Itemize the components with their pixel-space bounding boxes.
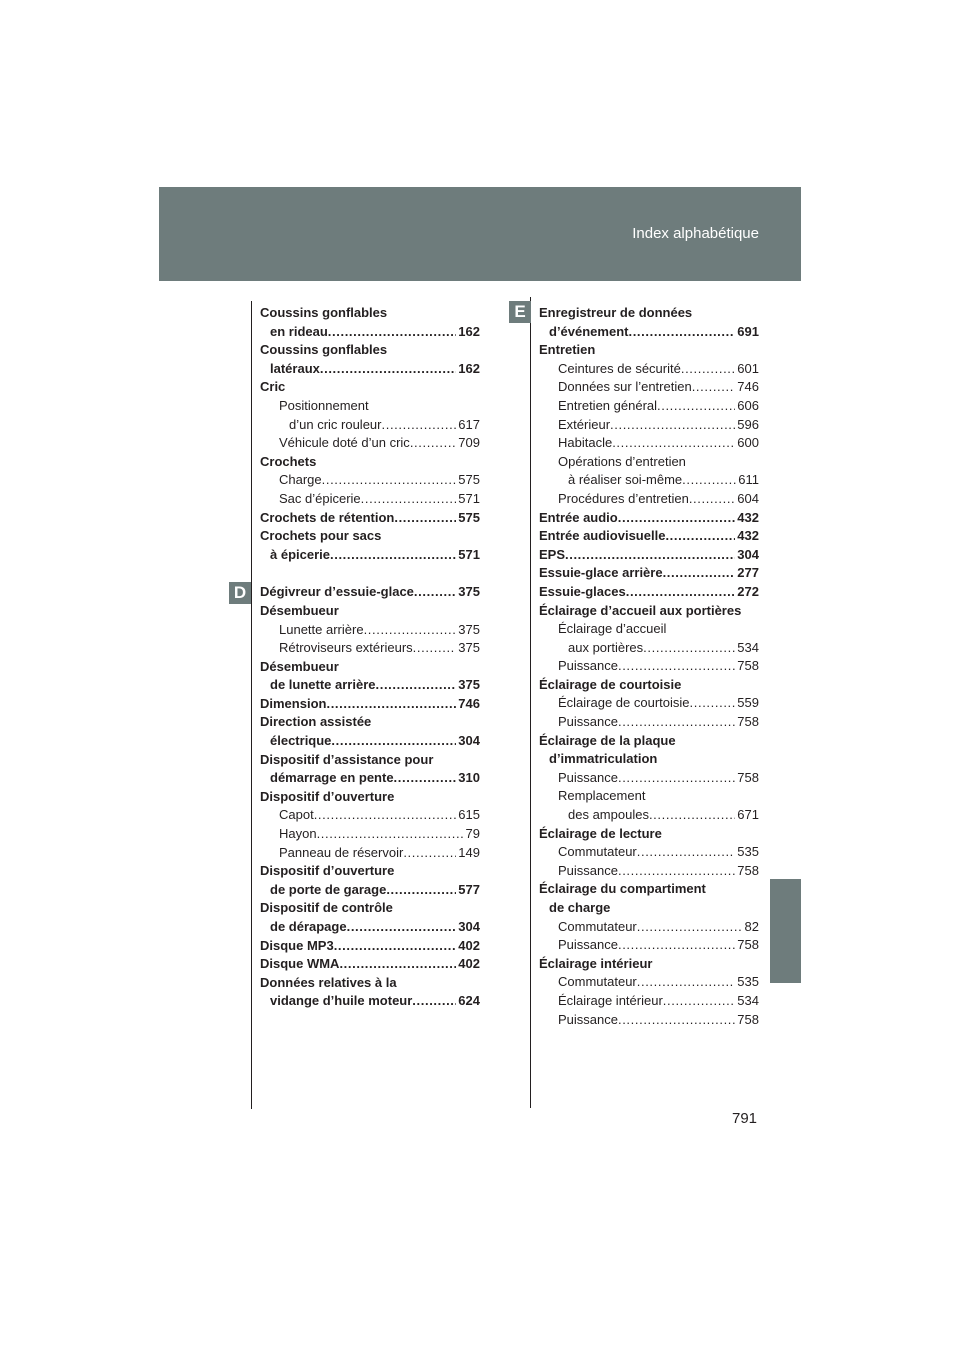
index-entry [260, 621, 480, 640]
index-entry-text: Éclairage de courtoisie [539, 676, 682, 692]
index-entry-text: des ampoules [568, 807, 649, 823]
index-entry-page: 671 [737, 807, 759, 823]
index-entry-page: 432 [737, 528, 759, 544]
index-entry-page: 601 [737, 360, 759, 376]
dot-leader [663, 564, 736, 583]
index-entry [539, 973, 759, 992]
index-entry-text: Entretien [539, 342, 596, 358]
index-entry [539, 378, 759, 397]
index-entry-text: Puissance [558, 1011, 618, 1027]
index-entry [539, 843, 759, 862]
index-entry-page: 575 [458, 472, 480, 488]
index-entry-page: 304 [458, 919, 480, 934]
index-entry-text: Puissance [558, 714, 618, 730]
index-entry [539, 546, 759, 565]
index-entry [260, 788, 480, 807]
index-entry-page: 617 [458, 416, 480, 432]
index-entry-text: Remplacement [558, 788, 646, 804]
index-entry-text: Sac d’épicerie [279, 490, 361, 506]
dot-leader [618, 1011, 735, 1030]
dot-leader [618, 713, 735, 732]
column-divider-middle [530, 297, 531, 1108]
index-entry-page: 304 [458, 733, 480, 749]
index-entry [260, 825, 480, 844]
index-entry [539, 490, 759, 509]
index-entry [260, 639, 480, 658]
index-entry-page: 79 [465, 826, 480, 842]
index-entry-page: 758 [737, 714, 759, 730]
index-entry-text: EPS [539, 546, 566, 562]
index-entry-page: 375 [458, 677, 480, 693]
section-letter-e: E [509, 301, 531, 323]
dot-leader [326, 695, 456, 714]
index-entry [539, 434, 759, 453]
dot-leader [410, 434, 456, 453]
dot-leader [689, 490, 735, 509]
index-entry-text: Panneau de réservoir [279, 844, 404, 860]
index-entry-page: 596 [737, 416, 759, 432]
index-entry [539, 583, 759, 602]
dot-leader [637, 918, 743, 937]
index-entry [260, 509, 480, 528]
index-entry-page: 758 [737, 862, 759, 878]
dot-leader [331, 732, 456, 751]
dot-leader [382, 416, 457, 435]
index-entry-page: 162 [458, 323, 480, 339]
dot-leader [403, 844, 456, 863]
index-entry [260, 323, 480, 342]
index-entry [260, 769, 480, 788]
dot-leader [328, 323, 457, 342]
index-entry-page: 535 [737, 974, 759, 990]
index-entry-text: Dispositif de contrôle [260, 900, 393, 916]
index-entry [539, 509, 759, 528]
index-entry [539, 602, 759, 621]
index-entry-text: Désembueur [260, 658, 339, 674]
dot-leader [637, 843, 736, 862]
index-entry-page: 758 [737, 1011, 759, 1027]
index-entry-text: Éclairage de lecture [539, 825, 662, 841]
index-entry-text: Dégivreur d’essuie-glace [260, 584, 414, 600]
index-entry-page: 534 [737, 992, 759, 1008]
index-entry [260, 881, 480, 900]
dot-leader [637, 973, 736, 992]
index-entry [539, 880, 759, 899]
index-entry-text: Enregistreur de données [539, 305, 693, 320]
index-column-right [539, 304, 759, 1029]
index-entry-text: Hayon [279, 826, 317, 842]
index-entry [539, 564, 759, 583]
dot-leader [334, 937, 457, 956]
dot-leader [657, 397, 735, 416]
index-entry-text: à épicerie [270, 546, 330, 562]
dot-leader [364, 621, 457, 640]
dot-leader [376, 676, 457, 695]
index-entry-text: Opérations d’entretien [558, 453, 686, 469]
index-entry-text: Crochets [260, 453, 317, 469]
index-entry [539, 360, 759, 379]
index-entry [539, 1011, 759, 1030]
index-entry [539, 825, 759, 844]
index-entry [539, 341, 759, 360]
index-entry-text: Dispositif d’ouverture [260, 788, 395, 804]
index-entry-text: Essuie-glace arrière [539, 565, 663, 581]
index-entry-page: 575 [458, 509, 480, 525]
index-entry [260, 453, 480, 472]
index-entry-text: Essuie-glaces [539, 583, 626, 599]
index-entry-text: Rétroviseurs extérieurs [279, 640, 413, 656]
index-entry-page: 758 [737, 658, 759, 674]
index-entry [260, 378, 480, 397]
index-entry-text: d’un cric rouleur [289, 416, 382, 432]
dot-leader [413, 639, 457, 658]
index-entry-text: Cric [260, 379, 286, 395]
index-entry [260, 862, 480, 881]
index-entry-text: Éclairage intérieur [539, 955, 653, 971]
side-thumb-tab [770, 879, 801, 983]
index-entry [260, 602, 480, 621]
index-entry [260, 992, 480, 1011]
dot-leader [692, 378, 736, 397]
index-entry-text: Entrée audiovisuelle [539, 528, 666, 544]
index-entry-text: Données sur l’entretien [558, 379, 692, 395]
index-entry [260, 676, 480, 695]
dot-leader [394, 769, 457, 788]
dot-leader [394, 509, 456, 528]
index-entry-text: Puissance [558, 658, 618, 674]
index-entry [260, 397, 480, 416]
index-entry-text: d’événement [549, 323, 629, 339]
index-entry-text: Puissance [558, 769, 618, 785]
index-entry [539, 639, 759, 658]
index-entry-page: 758 [737, 769, 759, 785]
index-entry [539, 323, 759, 342]
index-entry-page: 577 [458, 881, 480, 897]
index-entry [260, 341, 480, 360]
dot-leader [690, 694, 736, 713]
index-entry-text: Crochets pour sacs [260, 528, 382, 544]
index-entry [260, 658, 480, 677]
index-entry [260, 695, 480, 714]
index-entry-text: Éclairage d’accueil [558, 621, 667, 637]
index-entry-text: Disque MP3 [260, 937, 334, 953]
dot-leader [618, 936, 735, 955]
dot-leader [386, 881, 456, 900]
index-entry [539, 304, 759, 323]
index-entry-text: Disque WMA [260, 956, 340, 972]
index-entry-page: 375 [458, 584, 480, 600]
index-entry [539, 676, 759, 695]
index-entry [260, 471, 480, 490]
index-entry [539, 397, 759, 416]
index-entry-page: 402 [458, 956, 480, 972]
index-entry-text: Dispositif d’ouverture [260, 863, 395, 879]
index-entry [539, 527, 759, 546]
index-entry [539, 992, 759, 1011]
index-entry-text: de lunette arrière [270, 677, 376, 693]
index-entry-page: 615 [458, 807, 480, 823]
index-entry-page: 559 [737, 695, 759, 711]
index-entry [260, 583, 480, 602]
index-entry-page: 375 [458, 640, 480, 656]
dot-leader [412, 992, 456, 1011]
index-entry [539, 732, 759, 751]
index-entry [260, 416, 480, 435]
index-entry [539, 936, 759, 955]
index-entry-text: Extérieur [558, 416, 611, 432]
index-entry [539, 899, 759, 918]
dot-leader [681, 360, 735, 379]
index-entry-text: Positionnement [279, 397, 369, 413]
index-entry-text: en rideau [270, 323, 328, 339]
index-entry [539, 471, 759, 490]
index-entry [260, 360, 480, 379]
index-entry-text: Éclairage de courtoisie [558, 695, 690, 711]
index-entry [539, 787, 759, 806]
dot-leader [649, 806, 735, 825]
index-entry-page: 304 [737, 546, 759, 562]
index-entry-text: Ceintures de sécurité [558, 360, 681, 376]
index-entry-page: 746 [458, 695, 480, 711]
header-title: Index alphabétique [632, 225, 759, 242]
dot-leader [612, 434, 735, 453]
index-entry-text: latéraux [270, 360, 320, 376]
column-divider-left [251, 301, 252, 1109]
index-entry [260, 304, 480, 323]
index-entry-page: 310 [458, 770, 480, 786]
index-entry-text: Commutateur [558, 918, 637, 934]
index-entry-page: 758 [737, 937, 759, 953]
dot-leader [339, 955, 456, 974]
dot-leader [414, 583, 456, 602]
index-entry-text: électrique [270, 733, 332, 749]
section-letter-d: D [229, 582, 251, 604]
index-entry-page: 611 [738, 472, 759, 488]
index-entry [539, 862, 759, 881]
dot-leader [317, 825, 464, 844]
index-entry [260, 974, 480, 993]
index-entry-text: démarrage en pente [270, 770, 394, 786]
dot-leader [618, 657, 735, 676]
index-entry-page: 604 [737, 490, 759, 506]
index-entry-text: à réaliser soi-même [568, 472, 683, 488]
index-entry [260, 918, 480, 937]
dot-leader [330, 546, 456, 565]
dot-leader [361, 490, 457, 509]
index-entry-text: d’immatriculation [549, 751, 658, 767]
index-entry [539, 806, 759, 825]
index-entry-text: Entrée audio [539, 509, 618, 525]
index-entry-text: Dimension [260, 695, 327, 711]
index-entry-text: de charge [549, 900, 611, 915]
dot-leader [565, 546, 735, 565]
index-entry-page: 624 [458, 993, 480, 1009]
dot-leader [347, 918, 457, 937]
index-entry-text: Crochets de rétention [260, 509, 395, 525]
index-entry [539, 769, 759, 788]
index-entry-page: 535 [737, 844, 759, 860]
index-entry [260, 806, 480, 825]
index-entry-page: 375 [458, 621, 480, 637]
dot-leader [663, 992, 736, 1011]
index-entry-text: Procédures d’entretien [558, 490, 689, 506]
index-entry [260, 751, 480, 770]
index-entry [260, 434, 480, 453]
dot-leader [628, 323, 735, 342]
index-entry-page: 691 [737, 323, 759, 339]
index-entry [539, 713, 759, 732]
index-entry-text: Direction assistée [260, 714, 372, 730]
index-column-left [260, 304, 480, 1011]
index-entry-page: 149 [458, 844, 480, 860]
index-entry-text: Entretien général [558, 397, 658, 413]
index-entry-text: Éclairage d’accueil aux portières [539, 602, 742, 618]
index-entry-text: Puissance [558, 937, 618, 953]
page-number: 791 [732, 1110, 758, 1127]
index-entry [260, 899, 480, 918]
index-entry-text: vidange d’huile moteur [270, 993, 413, 1009]
index-entry-text: Commutateur [558, 974, 637, 990]
index-entry-text: Puissance [558, 862, 618, 878]
index-entry [539, 657, 759, 676]
dot-leader [320, 360, 456, 379]
dot-leader [618, 862, 735, 881]
dot-leader [665, 527, 735, 546]
index-entry [260, 546, 480, 565]
index-entry [539, 955, 759, 974]
dot-leader [314, 806, 457, 825]
index-entry-page: 432 [737, 509, 759, 525]
dot-leader [610, 416, 735, 435]
index-entry-page: 272 [737, 583, 759, 599]
index-entry-page: 746 [737, 379, 759, 395]
index-entry [260, 527, 480, 546]
index-entry [539, 620, 759, 639]
section-gap [260, 564, 480, 583]
index-entry-text: Données relatives à la [260, 974, 397, 990]
index-entry-text: Éclairage de la plaque [539, 732, 676, 748]
index-entry-text: Charge [279, 472, 322, 488]
index-entry-text: de porte de garage [270, 881, 387, 897]
index-entry [260, 490, 480, 509]
index-entry [539, 750, 759, 769]
index-entry [260, 955, 480, 974]
index-entry [260, 732, 480, 751]
index-entry-text: Désembueur [260, 602, 339, 618]
header-band [159, 187, 801, 281]
index-entry-text: aux portières [568, 639, 644, 655]
index-entry-text: Véhicule doté d’un cric [279, 435, 410, 451]
index-entry-page: 571 [458, 490, 480, 506]
dot-leader [618, 769, 735, 788]
index-entry [260, 937, 480, 956]
index-entry-page: 534 [737, 639, 759, 655]
dot-leader [626, 583, 736, 602]
index-entry-text: Éclairage du compartiment [539, 881, 706, 897]
index-entry-text: Habitacle [558, 435, 613, 451]
index-entry-text: Coussins gonflables [260, 342, 388, 358]
index-entry-text: Éclairage intérieur [558, 992, 663, 1008]
index-entry-page: 277 [737, 565, 759, 581]
index-entry-page: 606 [737, 397, 759, 413]
index-entry-text: Commutateur [558, 844, 637, 860]
dot-leader [322, 471, 457, 490]
index-entry [539, 694, 759, 713]
dot-leader [682, 471, 736, 490]
dot-leader [618, 509, 736, 528]
index-entry [260, 713, 480, 732]
index-entry-text: Capot [279, 807, 314, 823]
index-entry-page: 402 [458, 937, 480, 953]
index-entry-page: 709 [458, 435, 480, 451]
index-entry [539, 416, 759, 435]
index-entry-text: de dérapage [270, 919, 347, 934]
dot-leader [643, 639, 735, 658]
index-entry-text: Lunette arrière [279, 621, 364, 637]
index-entry-page: 82 [744, 918, 759, 934]
index-entry-page: 162 [458, 360, 480, 376]
index-entry-text: Coussins gonflables [260, 305, 388, 320]
index-entry-page: 600 [737, 435, 759, 451]
index-entry-text: Dispositif d’assistance pour [260, 751, 434, 767]
index-entry [260, 844, 480, 863]
index-entry [539, 918, 759, 937]
index-entry [539, 453, 759, 472]
index-entry-page: 571 [458, 546, 480, 562]
